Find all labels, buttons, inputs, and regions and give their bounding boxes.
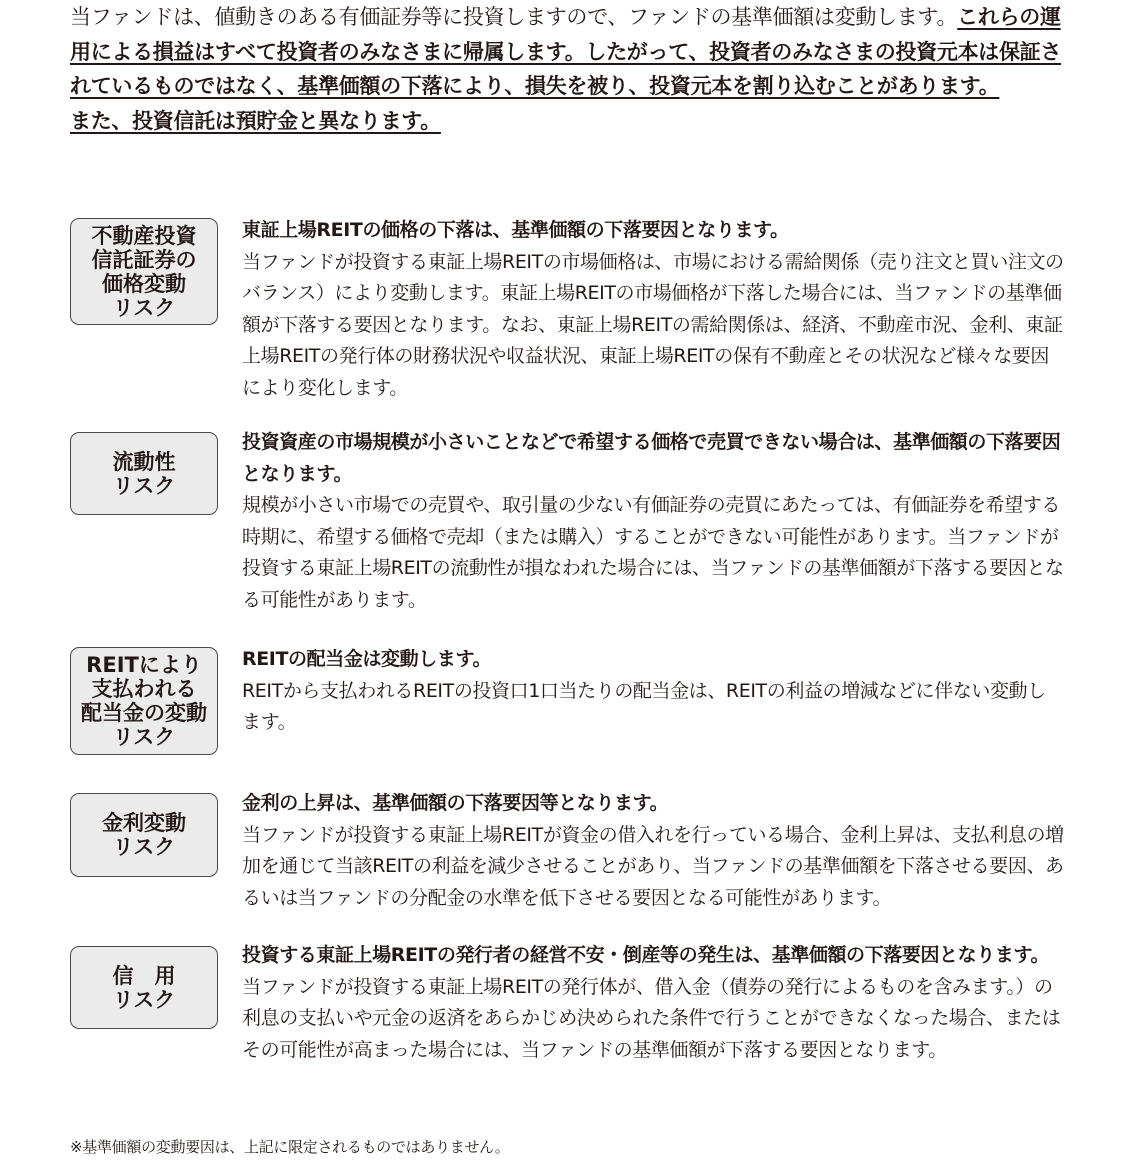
risk-badge-line: 金利変動 — [102, 811, 186, 835]
risk-badge — [70, 946, 218, 1029]
risk-badge-line: リスク — [112, 835, 176, 859]
risk-headline: 投資資産の市場規模が小さいことなどで希望する価格で売買できない場合は、基準価額の下落要因となります。 — [242, 431, 1061, 485]
intro-underlined-text: これらの運用による損益はすべて投資者のみなさまに帰属します。したがって、投資者のみなさまの投資元本は保証されているものではなく、基準価額の下落により、損失を被り、投資元本を割り込むことがあります。 — [70, 5, 1062, 98]
footnote: ※基準価額の変動要因は、上記に限定されるものではありません。 — [70, 1138, 510, 1156]
risk-badge — [70, 793, 218, 877]
risk-content — [242, 788, 1064, 914]
risk-body: REITから支払われるREITの投資口1口当たりの配当金は、REITの利益の増減などに伴ない変動します。 — [242, 679, 1046, 733]
risk-badge-line: リスク — [112, 987, 176, 1012]
risk-badge-line: 流動性 — [112, 449, 176, 474]
risk-content — [242, 644, 1064, 739]
risk-badge — [70, 432, 218, 515]
risk-body: 当ファンドが投資する東証上場REITの市場価格は、市場における需給関係（売り注文と買い注文のバランス）により変動します。東証上場REITの市場価格が下落した場合には、当ファンドの基準価額が下落する要因となります。なお、東証上場REITの需給関係は、経済、不動産市況、金利、東証上場REITの発行体の財務状況や収益状況、東証上場REITの保有不動産とその状況など様々な要因により変化します。 — [242, 250, 1064, 399]
risk-body: 当ファンドが投資する東証上場REITの発行体が、借入金（債券の発行によるものを含みます。）の利息の支払いや元金の返済をあらかじめ決められた条件で行うことができなくなった場合、またはその可能性が高まった場合には、当ファンドの基準価額が下落する要因となります。 — [242, 975, 1061, 1061]
risk-headline: REITの配当金は変動します。 — [242, 648, 492, 670]
risk-badge — [70, 647, 218, 755]
intro-paragraph — [70, 0, 1070, 138]
risk-badge-line: リスク — [112, 295, 176, 320]
intro-second-line: また、投資信託は預貯金と異なります。 — [70, 108, 441, 133]
risk-badge-line: 配当金の変動 — [81, 701, 207, 725]
risk-badge-line: 価格変動 — [102, 271, 186, 296]
risk-body: 規模が小さい市場での売買や、取引量の少ない有価証券の売買にあたっては、有価証券を希望する時期に、希望する価格で売却（または購入）することができない可能性があります。当ファンドが投資する東証上場REITの流動性が損なわれた場合には、当ファンドの基準価額が下落する要因となる可能性があります。 — [242, 494, 1064, 611]
risk-headline: 東証上場REITの価格の下落は、基準価額の下落要因となります。 — [242, 219, 789, 241]
risk-content — [242, 940, 1064, 1066]
risk-badge-line: リスク — [112, 473, 176, 498]
risk-badge-line: 不動産投資 — [91, 223, 197, 248]
risk-body: 当ファンドが投資する東証上場REITが資金の借入れを行っている場合、金利上昇は、支払利息の増加を通じて当該REITの利益を減少させることがあり、当ファンドの基準価額を下落させる要因、あるいは当ファンドの分配金の水準を低下させる要因となる可能性があります。 — [242, 823, 1064, 909]
risk-badge-line: REITにより — [86, 653, 202, 677]
risk-headline: 金利の上昇は、基準価額の下落要因等となります。 — [242, 792, 669, 814]
risk-badge — [70, 218, 218, 325]
risk-badge-line: リスク — [112, 725, 176, 749]
intro-plain-text: 当ファンドは、値動きのある有価証券等に投資しますので、ファンドの基準価額は変動します。 — [70, 5, 958, 29]
risk-badge-line: 信 用 — [112, 963, 176, 988]
risk-headline: 投資する東証上場REITの発行者の経営不安・倒産等の発生は、基準価額の下落要因となります。 — [242, 944, 1050, 966]
risk-badge-line: 支払われる — [91, 677, 197, 701]
risk-content — [242, 427, 1064, 616]
risk-badge-line: 信託証券の — [91, 247, 197, 272]
risk-content — [242, 215, 1064, 404]
